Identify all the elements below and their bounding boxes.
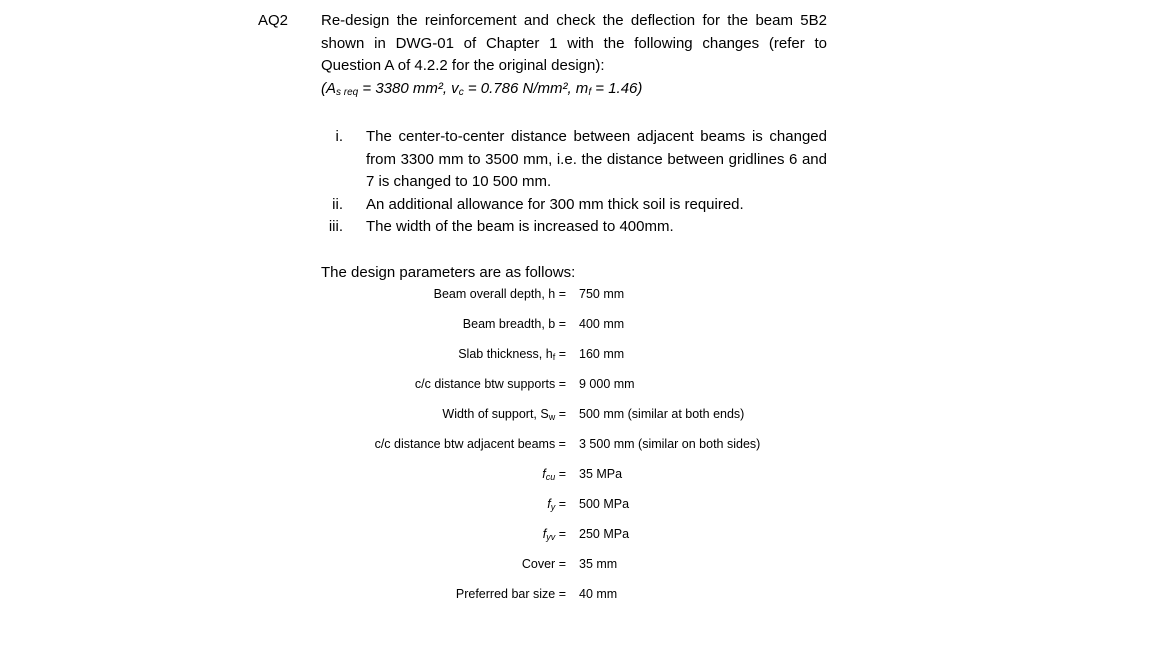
parameter-label: c/c distance btw adjacent beams = [374, 437, 566, 451]
question-intro: Re-design the reinforcement and check the deflection for the beam 5B2 shown in DWG-01 of Chapter 1 with the following changes (refer to Question A of 4.2.2 for the original design): [321, 12, 827, 74]
parameter-value: 35 MPa [579, 467, 623, 481]
changes-list [321, 126, 827, 239]
question-id: AQ2 [258, 12, 289, 29]
parameter-label: fcu = [542, 467, 566, 482]
parameter-label: Preferred bar size = [455, 587, 566, 601]
parameter-value: 9 000 mm [579, 377, 635, 391]
parameter-value: 250 MPa [579, 527, 630, 541]
parameter-label: c/c distance btw supports = [414, 377, 566, 391]
parameter-value: 750 mm [579, 287, 625, 301]
parameter-label: Slab thickness, hf = [458, 347, 566, 362]
list-item: i. The center-to-center distance between adjacent beams is changed from 3300 mm to 3500 mm, i.e. the distance between gridlines 6 and 7 is changed to 10 500 mm. [335, 128, 827, 190]
question-body [321, 10, 827, 284]
parameter-value: 500 mm (similar at both ends) [579, 407, 745, 421]
parameter-value: 3 500 mm (similar on both sides) [579, 437, 761, 451]
list-item: iii. The width of the beam is increased to 400mm. [328, 218, 674, 235]
parameter-value: 400 mm [579, 317, 625, 331]
parameter-label: Cover = [521, 557, 566, 571]
parameter-value: 40 mm [579, 587, 618, 601]
required-values-formula: ($A_{s req} = 3380$ mm², $v_c = 0.786$ N/mm², $m_f = 1.46$) [321, 79, 643, 98]
parameter-label: fyv = [542, 527, 566, 542]
parameter-label: Width of support, Sw = [442, 407, 566, 422]
parameter-value: 160 mm [579, 347, 625, 361]
list-item: ii. An additional allowance for 300 mm thick soil is required. [332, 195, 744, 213]
parameter-value: 500 MPa [579, 497, 630, 511]
parameter-label: Beam breadth, b = [462, 317, 566, 331]
parameters-intro: The design parameters are as follows: [321, 263, 576, 281]
parameter-label: fy = [547, 497, 566, 512]
parameter-label: Beam overall depth, h = [433, 287, 566, 301]
parameter-value: 35 mm [579, 557, 618, 571]
